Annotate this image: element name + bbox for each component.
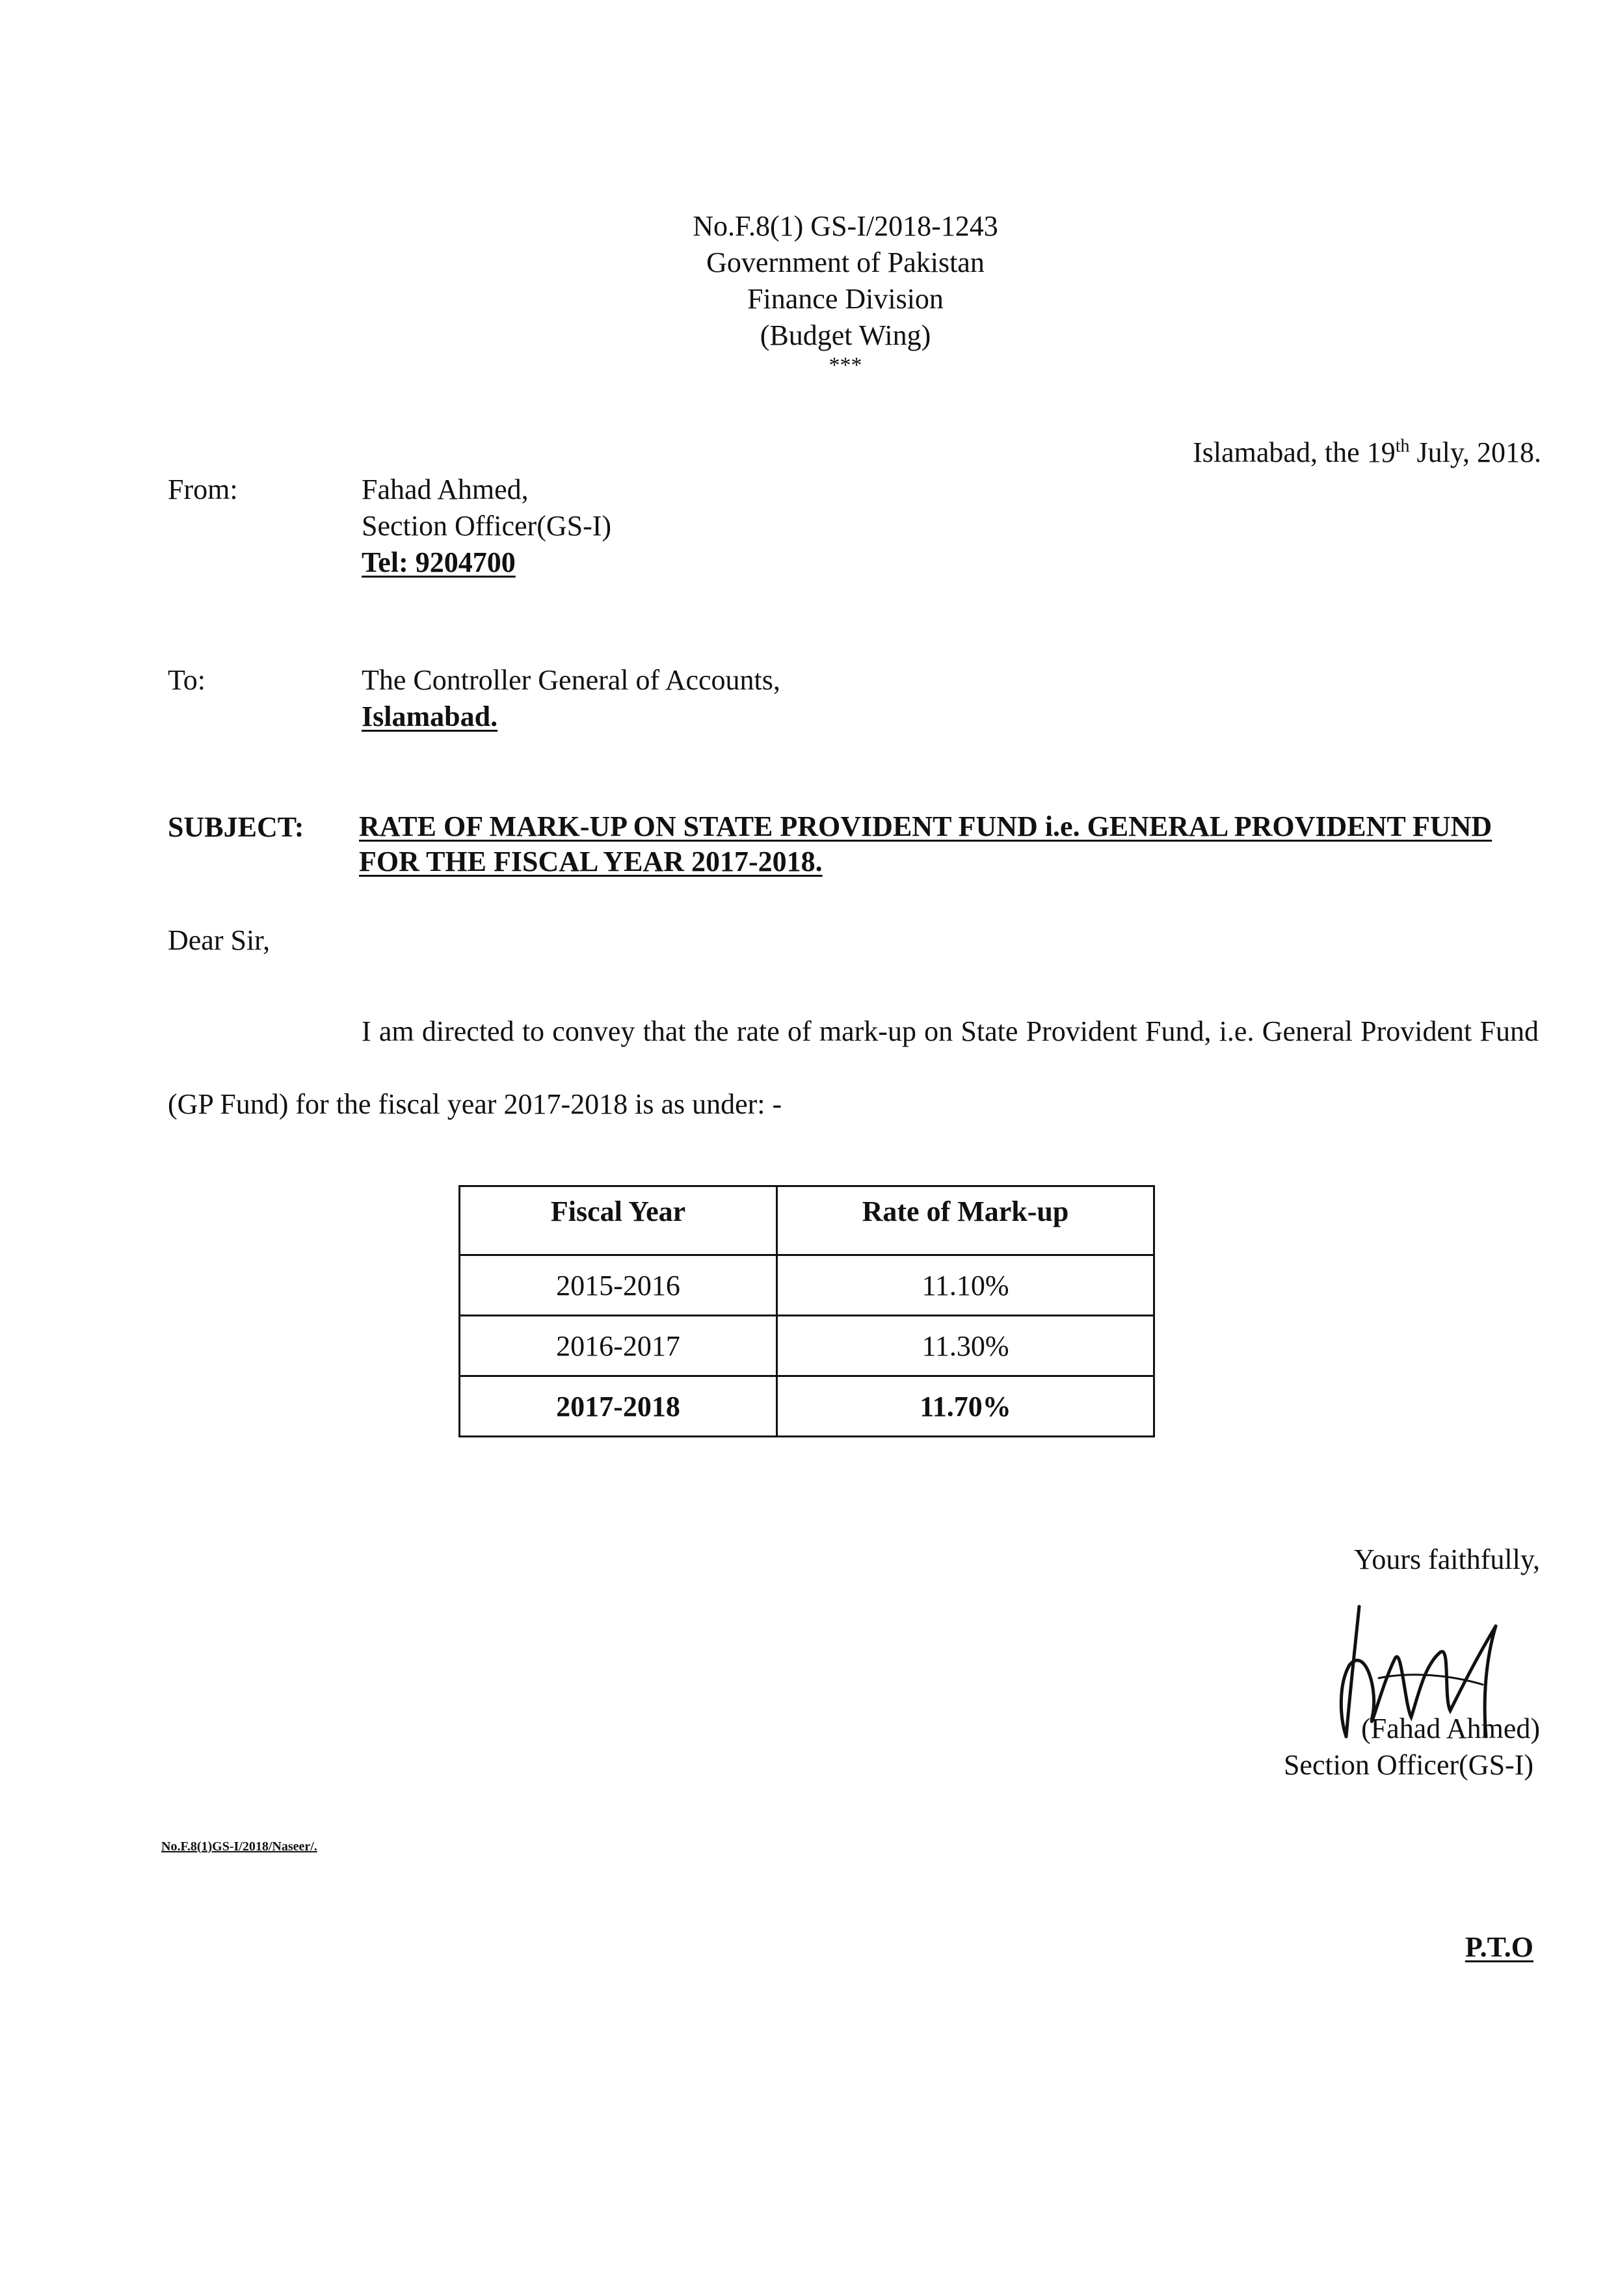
table-cell-year: 2015-2016 — [460, 1255, 777, 1316]
from-block — [362, 472, 611, 581]
from-label: From: — [168, 474, 238, 505]
table-cell-year: 2017-2018 — [460, 1376, 777, 1437]
to-block — [362, 662, 780, 735]
sender-name: Fahad Ahmed, — [362, 474, 529, 505]
table-cell-rate: 11.10% — [777, 1255, 1154, 1316]
closing: Yours faithfully, — [1353, 1543, 1540, 1575]
signatory-title: Section Officer(GS-I) — [1283, 1749, 1533, 1781]
date-prefix: Islamabad, the 19 — [1193, 436, 1396, 468]
to-label: To: — [168, 664, 206, 696]
subject-text: RATE OF MARK-UP ON STATE PROVIDENT FUND i.e. GENERAL PROVIDENT FUND FOR THE FISCAL YEAR 2017-2018. — [359, 810, 1492, 877]
letter-header — [585, 208, 1106, 390]
table-cell-year: 2016-2017 — [460, 1316, 777, 1376]
header-stars: *** — [829, 353, 862, 377]
subject-label: SUBJECT: — [168, 811, 304, 843]
table-header-fiscal-year: Fiscal Year — [460, 1186, 777, 1255]
date-suffix: th — [1395, 436, 1410, 457]
sender-designation: Section Officer(GS-I) — [362, 510, 612, 542]
table-header-rate: Rate of Mark-up — [777, 1186, 1154, 1255]
salutation: Dear Sir, — [168, 924, 271, 956]
government-name: Government of Pakistan — [706, 247, 985, 278]
markup-rate-table — [458, 1185, 1155, 1437]
wing-name: (Budget Wing) — [760, 319, 931, 351]
addressee-city: Islamabad. — [362, 701, 498, 732]
table-row — [460, 1316, 1154, 1376]
reference-number: No.F.8(1) GS-I/2018-1243 — [693, 210, 998, 242]
table-row — [460, 1376, 1154, 1437]
division-name: Finance Division — [747, 283, 944, 315]
body-paragraph: I am directed to convey that the rate of mark-up on State Provident Fund, i.e. General Provident Fund (GP Fund) for the fiscal year 2017-2018 is as under: - — [168, 1015, 1539, 1120]
signatory-name: (Fahad Ahmed) — [1361, 1713, 1540, 1744]
please-turn-over: P.T.O — [1465, 1931, 1533, 1963]
file-reference: No.F.8(1)GS-I/2018/Naseer/. — [161, 1839, 317, 1854]
addressee: The Controller General of Accounts, — [362, 664, 780, 696]
table-cell-rate: 11.30% — [777, 1316, 1154, 1376]
table-header-row — [460, 1186, 1154, 1255]
sender-telephone: Tel: 9204700 — [362, 546, 516, 578]
table-cell-rate: 11.70% — [777, 1376, 1154, 1437]
letter-date — [1193, 434, 1541, 471]
table-row — [460, 1255, 1154, 1316]
date-rest: July, 2018. — [1409, 436, 1541, 468]
